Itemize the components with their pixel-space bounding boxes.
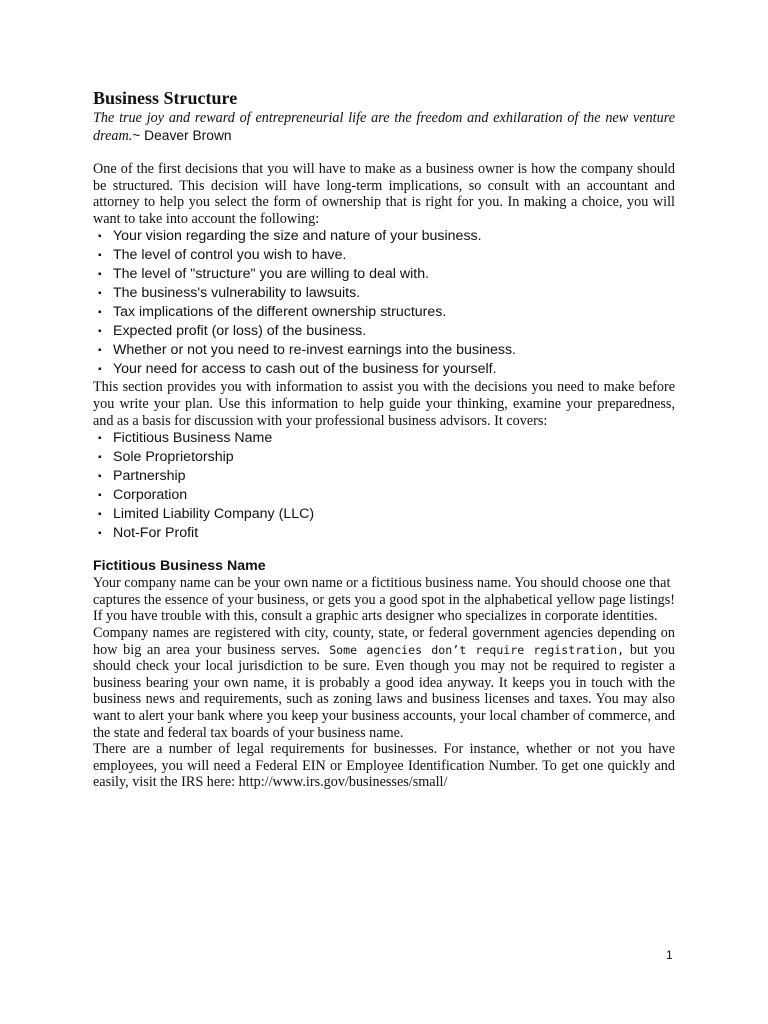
bullet-icon: ▪: [98, 509, 102, 521]
bullet-icon: ▪: [98, 433, 102, 445]
list-item: ▪ The level of "structure" you are willing to deal with.: [98, 266, 430, 283]
list-item: ▪ Your vision regarding the size and nature of your business.: [98, 228, 482, 245]
list-item: ▪ Corporation: [98, 487, 188, 504]
fbn-paragraph-3: There are a number of legal requirements for businesses. For instance, whether or not you have employees, you will need a Federal EIN or Employee Identification Number. To get one quickly and easily, visit the IRS here: http://www.irs.gov/businesses/small/: [93, 741, 675, 791]
topics-list: [93, 429, 675, 543]
document-page: [93, 87, 675, 791]
list-item: ▪ The level of control you wish to have.: [98, 247, 347, 264]
mono-text-run: Some agencies don’t require registration,: [320, 642, 625, 657]
bullet-icon: ▪: [98, 490, 102, 502]
bullet-icon: ▪: [98, 345, 102, 357]
fbn-paragraph-2: Company names are registered with city, county, state, or federal government agencies depending on how big an area your business serves. Some agencies don’t require registration, but you should check your local jurisdiction to be sure. Even though you may not be required to register a business bearing your own name, it is probably a good idea anyway. It keeps you in touch with the business news and requirements, such as zoning laws and business licenses and taxes. You may also want to alert your bank where you keep your business accounts, your local chamber of commerce, and the state and federal tax boards of your business name.: [93, 624, 675, 741]
list-item: ▪ Limited Liability Company (LLC): [98, 506, 315, 523]
section-intro-paragraph: This section provides you with information to assist you with the decisions you need to make before you write your plan. Use this information to help guide your thinking, examine your preparedness, and as a basis for discussion with your professional business advisors. It covers:: [93, 379, 675, 429]
intro-paragraph: One of the first decisions that you will have to make as a business owner is how the company should be structured. This decision will have long-term implications, so consult with an accountant and attorney to help you select the form of ownership that is right for you. In making a choice, you will want to take into account the following:: [93, 161, 675, 227]
list-item: ▪ The business's vulnerability to lawsuits.: [98, 285, 361, 302]
bullet-icon: ▪: [98, 364, 102, 376]
bullet-icon: ▪: [98, 307, 102, 319]
epigraph-quote: The true joy and reward of entrepreneurial life are the freedom and exhilaration of the new venture dream.: [93, 110, 675, 144]
fbn-paragraph-1-line-1: Your company name can be your own name or a fictitious business name. You should choose one that: [93, 575, 671, 592]
bullet-icon: ▪: [98, 269, 102, 281]
list-item: ▪ Whether or not you need to re-invest earnings into the business.: [98, 342, 516, 359]
bullet-icon: ▪: [98, 471, 102, 483]
list-item: ▪ Expected profit (or loss) of the business.: [98, 323, 367, 340]
list-item: ▪ Tax implications of the different ownership structures.: [98, 304, 447, 321]
page-title: Business Structure: [93, 88, 238, 108]
list-item: ▪ Your need for access to cash out of the business for yourself.: [98, 361, 497, 378]
list-item: ▪ Partnership: [98, 468, 186, 485]
bullet-icon: ▪: [98, 452, 102, 464]
bullet-icon: ▪: [98, 250, 102, 262]
list-item: ▪ Sole Proprietorship: [98, 449, 234, 466]
page-number: 1: [666, 948, 673, 962]
bullet-icon: ▪: [98, 288, 102, 300]
fbn-paragraph-1-line-2: captures the essence of your business, or gets you a good spot in the alphabetical yellow page listings! If you have trouble with this, consult a graphic arts designer who specializes in corporate identities.: [93, 591, 675, 625]
bullet-icon: ▪: [98, 528, 102, 540]
bullet-icon: ▪: [98, 231, 102, 243]
epigraph: [93, 109, 675, 145]
list-item: ▪ Fictitious Business Name: [98, 430, 273, 447]
epigraph-author: ~ Deaver Brown: [132, 128, 232, 143]
list-item: ▪ Not-For Profit: [98, 525, 199, 542]
bullet-icon: ▪: [98, 326, 102, 338]
considerations-list: [93, 227, 675, 379]
section-heading-fictitious-business-name: Fictitious Business Name: [93, 558, 266, 575]
